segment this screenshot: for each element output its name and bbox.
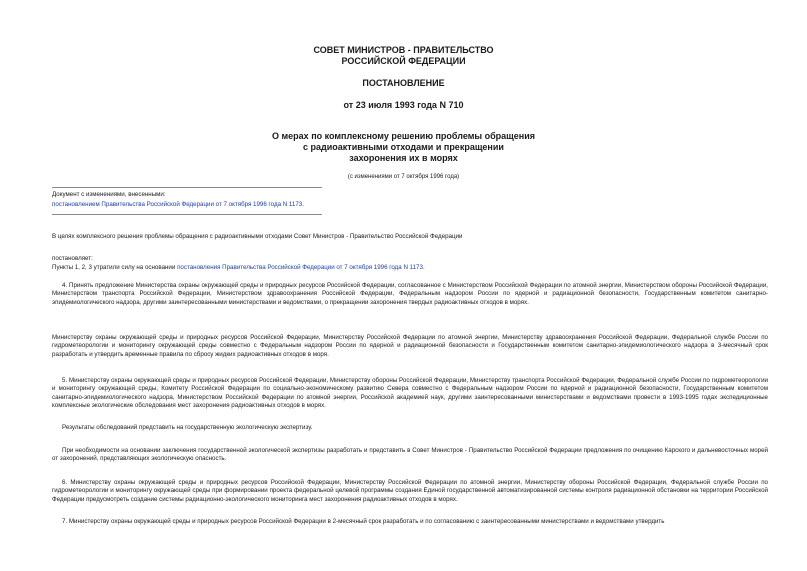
repealed-link[interactable]: постановления Правительства Российской Федерации от 7 октября 1996 года N 1173. bbox=[177, 264, 425, 271]
changes-label: Документ с изменениями, внесенными: bbox=[52, 191, 166, 198]
date-number: от 23 июля 1993 года N 710 bbox=[343, 100, 464, 110]
repealed-text: Пункты 1, 2, 3 утратили силу на основании bbox=[52, 264, 178, 271]
paragraph-5b: Результаты обследований представить на государственную экологическую экспертизу. bbox=[62, 424, 313, 431]
changes-rule-top bbox=[52, 187, 322, 188]
title-line-2: с радиоактивными отходами и прекращении bbox=[303, 142, 504, 152]
amendment-note: (с изменениями от 7 октября 1996 года) bbox=[347, 174, 460, 180]
paragraph-4: 4. Принять предложение Министерства охраны окружающей среды и природных ресурсов Российской Федерации, согласованное с Министерством Российской Федерации по атомной энергии, Министерством обороны Российской Федерации, Министерством транспорта Российской Федерации, Министерством здравоохранения Российской Федерации, Федеральным надзором России по ядерной и радиационной безопасности, Государственным комитетом санитарно-эпидемиологического надзора, другими заинтересованными министерствами и ведомствами, о прекращении захоронения твердых радиоактивных отходов в морях. bbox=[52, 282, 768, 306]
paragraph-5: 5. Министерству охраны окружающей среды и природных ресурсов Российской Федерации, Министерству обороны Российской Федерации, Министерству транспорта Российской Федерации, Федеральной службе России по гидрометеорологии и мониторингу окружающей среды, Комитету Российской Федерации по социально-экономическому развитию Севера совместно с Федеральным надзором России по ядерной и радиационной безопасности, Государственным комитетом санитарно-эпидемиологического надзора, Министерством Российской Федерации по атомной энергии, Российской академией наук, другими заинтересованными министерствами и ведомствами провести в 1993-1995 годах экспедиционные комплексные экологические обследования мест захоронения радиоактивных отходов в морях. bbox=[52, 377, 768, 410]
org-line-1: СОВЕТ МИНИСТРОВ - ПРАВИТЕЛЬСТВО bbox=[313, 45, 494, 55]
org-line-2: РОССИЙСКОЙ ФЕДЕРАЦИИ bbox=[341, 56, 466, 66]
paragraph-6: 6. Министерству охраны окружающей среды и природных ресурсов Российской Федерации, Министерству Российской Федерации по атомной энергии, Министерству обороны Российской Федерации, Федеральной службе России по гидрометеорологии и мониторингу окружающей среды при формировании проекта федеральной целевой программы создания Единой государственной автоматизированной системы контроля радиационной обстановки на территории Российской Федерации предусмотреть создание системы радиационно-экологического мониторинга мест захоронения радиоактивных отходов в морях. bbox=[52, 479, 768, 503]
changes-link[interactable]: постановлением Правительства Российской Федерации от 7 октября 1996 года N 1173. bbox=[52, 201, 304, 208]
paragraph-4b: Министерству охраны окружающей среды и природных ресурсов Российской Федерации, Министерству Российской Федерации по атомной энергии, Министерству здравоохранения Российской Федерации, Федеральной службе России по гидрометеорологии и мониторингу окружающей среды совместно с Федеральным надзором России по ядерной и радиационной безопасности и Государственным комитетом санитарно-эпидемиологического надзора в 3-месячный срок разработать и утвердить временные правила по сбросу жидких радиоактивных отходов в моря. bbox=[52, 334, 768, 358]
paragraph-7: 7. Министерству охраны окружающей среды и природных ресурсов Российской Федерации в 2-месячный срок разработать и по согласованию с заинтересованными министерствами и ведомствами утвердить bbox=[62, 518, 665, 525]
resolves-label: постановляет: bbox=[52, 255, 93, 262]
intro-paragraph: В целях комплексного решения проблемы обращения с радиоактивными отходами Совет Министров - Правительство Российской Федерации bbox=[52, 233, 463, 240]
title-line-3: захоронения их в морях bbox=[349, 153, 458, 163]
title-line-1: О мерах по комплексному решению проблемы обращения bbox=[272, 131, 535, 141]
repealed-paragraph bbox=[52, 264, 425, 272]
changes-rule-bottom bbox=[52, 214, 322, 215]
doc-type: ПОСТАНОВЛЕНИЕ bbox=[362, 78, 445, 88]
paragraph-5c: При необходимости на основании заключения государственной экологической экспертизы разработать и представить в Совет Министров - Правительство Российской Федерации предложения по очищению Карского и дальневосточных морей от захоронений, представляющих экологическую опасность. bbox=[52, 447, 768, 463]
